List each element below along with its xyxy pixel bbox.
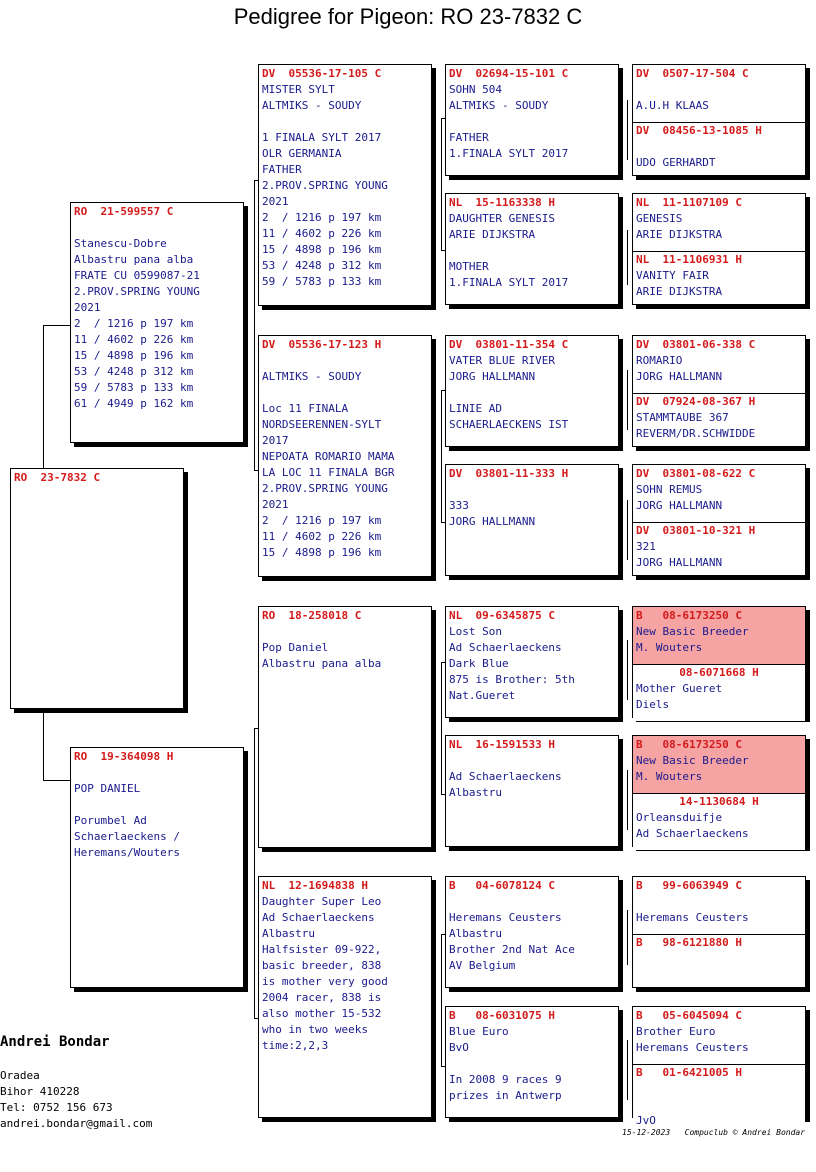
- ssd-card: [445, 193, 619, 305]
- ancestor-entry: [636, 737, 802, 793]
- ring-number: DV 03801-10-321 H: [636, 524, 756, 537]
- info-line: Orleansduifje: [636, 811, 723, 824]
- ring-number: 14-1130684 H: [679, 795, 759, 808]
- dss-card: [445, 606, 619, 718]
- info-line: ARIE DIJKSTRA: [636, 285, 723, 298]
- ring-number: B 08-6173250 C: [636, 609, 742, 622]
- info-line: A.U.H KLAAS: [636, 99, 709, 112]
- info-line: OLR GERMANIA: [262, 147, 342, 160]
- ring-number: 08-6071668 H: [679, 666, 759, 679]
- ring-number: DV 05536-17-123 H: [262, 338, 382, 351]
- info-line: [449, 385, 615, 401]
- ring-number: DV 02694-15-101 C: [449, 67, 569, 80]
- info-line: NEPOATA ROMARIO MAMA: [262, 450, 395, 463]
- info-line: LINIE AD: [449, 402, 502, 415]
- ancestor-entry: [633, 793, 805, 850]
- info-line: is mother very good: [262, 975, 388, 988]
- connector-line: [254, 180, 255, 470]
- connector-line: [441, 390, 442, 522]
- ring-number: B 04-6078124 C: [449, 879, 555, 892]
- connector-line: [441, 118, 442, 250]
- info-line: SCHAERLAECKENS IST: [449, 418, 569, 431]
- info-line: FRATE CU 0599087-21: [74, 269, 200, 282]
- ring-number: B 08-6031075 H: [449, 1009, 555, 1022]
- info-line: STAMMTAUBE 367: [636, 411, 729, 424]
- ring-number: NL 11-1107109 C: [636, 196, 742, 209]
- info-line: UDO GERHARDT: [636, 156, 716, 169]
- sdd-card: [445, 464, 619, 576]
- info-line: New Basic Breeder: [636, 625, 749, 638]
- info-line: VANITY FAIR: [636, 269, 709, 282]
- ring-number: DV 03801-11-354 C: [449, 338, 569, 351]
- connector-line: [43, 325, 44, 470]
- ring-number: NL 12-1694838 H: [262, 879, 368, 892]
- info-line: 61 / 4949 p 162 km: [74, 397, 194, 410]
- owner-region: Bihor 410228: [0, 1085, 80, 1098]
- info-line: [74, 765, 240, 781]
- connector-line: [43, 780, 70, 781]
- info-line: SOHN REMUS: [636, 483, 703, 496]
- connector-line: [627, 230, 628, 285]
- ring-number: RO 23-7832 C: [14, 471, 101, 484]
- connector-line: [627, 1040, 628, 1100]
- info-line: Ad Schaerlaeckens: [449, 770, 562, 783]
- info-line: Albastru pana alba: [74, 253, 194, 266]
- sire-card: [70, 202, 244, 443]
- info-line: JORG HALLMANN: [636, 556, 723, 569]
- info-line: 15 / 4898 p 196 km: [262, 243, 382, 256]
- ring-number: B 98-6121880 H: [636, 936, 742, 949]
- ring-number: DV 07924-08-367 H: [636, 395, 756, 408]
- info-line: 11 / 4602 p 226 km: [262, 227, 382, 240]
- gen5-card: [632, 464, 806, 576]
- info-line: Albastru: [262, 927, 315, 940]
- info-line: 53 / 4248 p 312 km: [262, 259, 382, 272]
- info-line: [262, 114, 428, 130]
- info-line: [262, 624, 428, 640]
- info-line: ALTMIKS - SOUDY: [449, 99, 549, 112]
- info-line: [449, 894, 615, 910]
- info-line: Blue Euro: [449, 1025, 509, 1038]
- info-line: New Basic Breeder: [636, 754, 749, 767]
- info-line: ARIE DIJKSTRA: [636, 228, 723, 241]
- info-line: who in two weeks: [262, 1023, 368, 1036]
- info-line: 321: [636, 540, 656, 553]
- info-line: 59 / 5783 p 133 km: [262, 275, 382, 288]
- info-line: Diels: [636, 698, 670, 711]
- info-line: 2.PROV.SPRING YOUNG: [262, 179, 388, 192]
- connector-line: [43, 325, 70, 326]
- info-line: Brother Euro: [636, 1025, 716, 1038]
- info-line: basic breeder, 838: [262, 959, 382, 972]
- ring-number: B 01-6421005 H: [636, 1066, 742, 1079]
- ancestor-entry: [636, 608, 802, 664]
- info-line: Schaerlaeckens /: [74, 830, 180, 843]
- info-line: 2021: [262, 498, 289, 511]
- info-line: Pop Daniel: [262, 641, 329, 654]
- info-line: Ad Schaerlaeckens: [262, 911, 375, 924]
- info-line: [636, 82, 802, 98]
- info-line: 2004 racer, 838 is: [262, 991, 382, 1004]
- info-line: VATER BLUE RIVER: [449, 354, 555, 367]
- info-line: [636, 1081, 802, 1097]
- sire-sire-card: [258, 64, 432, 306]
- connector-line: [627, 500, 628, 560]
- owner-info: [0, 1034, 152, 1132]
- info-line: M. Wouters: [636, 641, 703, 654]
- info-line: 333: [449, 499, 469, 512]
- connector-line: [43, 710, 44, 780]
- subject-pigeon-card: [10, 468, 184, 709]
- info-line: REVERM/DR.SCHWIDDE: [636, 427, 756, 440]
- owner-name: Andrei Bondar: [0, 1034, 110, 1050]
- ring-number: B 05-6045094 C: [636, 1009, 742, 1022]
- info-line: LA LOC 11 FINALA BGR: [262, 466, 395, 479]
- info-line: [449, 243, 615, 259]
- info-line: Brother 2nd Nat Ace: [449, 943, 575, 956]
- gen5-card: [632, 64, 806, 176]
- info-line: AV Belgium: [449, 959, 516, 972]
- credit: Compuclub © Andrei Bondar: [684, 1128, 806, 1137]
- connector-line: [254, 728, 255, 1018]
- info-line: 2.PROV.SPRING YOUNG: [74, 285, 200, 298]
- info-line: Daughter Super Leo: [262, 895, 382, 908]
- info-line: JORG HALLMANN: [449, 370, 536, 383]
- info-line: [449, 1056, 615, 1072]
- footer: [622, 1128, 805, 1137]
- sss-card: [445, 64, 619, 176]
- info-line: [262, 385, 428, 401]
- info-line: Loc 11 FINALA: [262, 402, 349, 415]
- ring-number: NL 09-6345875 C: [449, 609, 555, 622]
- ancestor-entry: [636, 466, 802, 522]
- ring-number: RO 21-599557 C: [74, 205, 174, 218]
- sds-card: [445, 335, 619, 447]
- info-line: [74, 220, 240, 236]
- info-line: Heremans Ceusters: [636, 911, 749, 924]
- info-line: 875 is Brother: 5th: [449, 673, 575, 686]
- info-line: ALTMIKS - SOUDY: [262, 370, 362, 383]
- connector-line: [627, 770, 628, 830]
- info-line: 15 / 4898 p 196 km: [262, 546, 382, 559]
- ring-number: NL 16-1591533 H: [449, 738, 555, 751]
- ancestor-entry: [633, 393, 805, 442]
- info-line: POP DANIEL: [74, 782, 141, 795]
- ring-number: DV 03801-06-338 C: [636, 338, 756, 351]
- info-line: SOHN 504: [449, 83, 502, 96]
- dds-card: [445, 876, 619, 988]
- ring-number: DV 05536-17-105 C: [262, 67, 382, 80]
- info-line: Albastru pana alba: [262, 657, 382, 670]
- info-line: [449, 753, 615, 769]
- info-line: 1.FINALA SYLT 2017: [449, 147, 569, 160]
- dsd-card: [445, 735, 619, 847]
- ancestor-entry: [633, 251, 805, 300]
- gen5-card: [632, 876, 806, 988]
- ancestor-entry: [636, 1008, 802, 1064]
- info-line: Heremans Ceusters: [636, 1041, 749, 1054]
- info-line: Albastru: [449, 927, 502, 940]
- info-line: 11 / 4602 p 226 km: [262, 530, 382, 543]
- gen5-card: [632, 193, 806, 305]
- info-line: 53 / 4248 p 312 km: [74, 365, 194, 378]
- ring-number: B 99-6063949 C: [636, 879, 742, 892]
- info-line: Albastru: [449, 786, 502, 799]
- info-line: Heremans/Wouters: [74, 846, 180, 859]
- info-line: 2.PROV.SPRING YOUNG: [262, 482, 388, 495]
- info-line: ALTMIKS - SOUDY: [262, 99, 362, 112]
- info-line: 15 / 4898 p 196 km: [74, 349, 194, 362]
- gen5-card: [632, 606, 806, 718]
- dam-card: [70, 747, 244, 988]
- info-line: JORG HALLMANN: [636, 370, 723, 383]
- connector-line: [627, 100, 628, 160]
- info-line: JvO: [636, 1114, 656, 1127]
- info-line: [449, 114, 615, 130]
- info-line: BvO: [449, 1041, 469, 1054]
- ancestor-entry: [633, 522, 805, 571]
- ancestor-entry: [633, 934, 805, 951]
- info-line: ARIE DIJKSTRA: [449, 228, 536, 241]
- info-line: 59 / 5783 p 133 km: [74, 381, 194, 394]
- info-line: [74, 797, 240, 813]
- info-line: NORDSEERENNEN-SYLT: [262, 418, 382, 431]
- ancestor-entry: [633, 122, 805, 171]
- print-date: 15-12-2023: [622, 1128, 671, 1137]
- ring-number: DV 03801-08-622 C: [636, 467, 756, 480]
- info-line: 1 FINALA SYLT 2017: [262, 131, 382, 144]
- info-line: 2017: [262, 434, 289, 447]
- info-line: FATHER: [449, 131, 489, 144]
- ring-number: NL 11-1106931 H: [636, 253, 742, 266]
- gen5-card: [632, 335, 806, 447]
- info-line: 2 / 1216 p 197 km: [262, 211, 382, 224]
- info-line: Stanescu-Dobre: [74, 237, 167, 250]
- ring-number: DV 03801-11-333 H: [449, 467, 569, 480]
- connector-line: [627, 640, 628, 700]
- sire-dam-card: [258, 335, 432, 577]
- owner-email: andrei.bondar@gmail.com: [0, 1117, 153, 1130]
- owner-city: Oradea: [0, 1069, 40, 1082]
- info-line: time:2,2,3: [262, 1039, 329, 1052]
- gen5-card: [632, 735, 806, 847]
- ring-number: RO 19-364098 H: [74, 750, 174, 763]
- info-line: Ad Schaerlaeckens: [449, 641, 562, 654]
- ring-number: NL 15-1163338 H: [449, 196, 555, 209]
- ancestor-entry: [636, 878, 802, 934]
- info-line: Heremans Ceusters: [449, 911, 562, 924]
- page-title: Pedigree for Pigeon: RO 23-7832 C: [233, 4, 583, 29]
- info-line: MOTHER: [449, 260, 489, 273]
- info-line: In 2008 9 races 9: [449, 1073, 562, 1086]
- ddd-card: [445, 1006, 619, 1118]
- dam-sire-card: [258, 606, 432, 848]
- info-line: JORG HALLMANN: [449, 515, 536, 528]
- info-line: [636, 139, 802, 155]
- connector-line: [627, 910, 628, 965]
- dam-dam-card: [258, 876, 432, 1118]
- info-line: Halfsister 09-922,: [262, 943, 382, 956]
- connector-line: [441, 934, 442, 1066]
- ancestor-entry: [636, 195, 802, 251]
- ancestor-entry: [633, 664, 805, 721]
- ring-number: DV 0507-17-504 C: [636, 67, 749, 80]
- ancestor-entry: [636, 337, 802, 393]
- gen5-card: [632, 1006, 806, 1127]
- info-line: GENESIS: [636, 212, 683, 225]
- info-line: [636, 1097, 802, 1113]
- info-line: prizes in Antwerp: [449, 1089, 562, 1102]
- info-line: [449, 482, 615, 498]
- ancestor-entry: [633, 1064, 805, 1129]
- info-line: [636, 894, 802, 910]
- info-line: 1.FINALA SYLT 2017: [449, 276, 569, 289]
- info-line: 2 / 1216 p 197 km: [74, 317, 194, 330]
- info-line: Mother Gueret: [636, 682, 723, 695]
- info-line: 2 / 1216 p 197 km: [262, 514, 382, 527]
- info-line: ROMARIO: [636, 354, 683, 367]
- info-line: MISTER SYLT: [262, 83, 335, 96]
- info-line: [262, 353, 428, 369]
- ring-number: B 08-6173250 C: [636, 738, 742, 751]
- info-line: FATHER: [262, 163, 302, 176]
- info-line: also mother 15-532: [262, 1007, 382, 1020]
- info-line: 2021: [74, 301, 101, 314]
- connector-line: [441, 662, 442, 794]
- info-line: Ad Schaerlaeckens: [636, 827, 749, 840]
- ring-number: DV 08456-13-1085 H: [636, 124, 762, 137]
- info-line: DAUGHTER GENESIS: [449, 212, 555, 225]
- info-line: Porumbel Ad: [74, 814, 147, 827]
- connector-line: [627, 370, 628, 430]
- ring-number: RO 18-258018 C: [262, 609, 362, 622]
- ancestor-entry: [636, 66, 802, 122]
- info-line: Lost Son: [449, 625, 502, 638]
- info-line: Dark Blue: [449, 657, 509, 670]
- info-line: M. Wouters: [636, 770, 703, 783]
- info-line: 11 / 4602 p 226 km: [74, 333, 194, 346]
- info-line: Nat.Gueret: [449, 689, 516, 702]
- info-line: 2021: [262, 195, 289, 208]
- owner-phone: Tel: 0752 156 673: [0, 1101, 113, 1114]
- info-line: JORG HALLMANN: [636, 499, 723, 512]
